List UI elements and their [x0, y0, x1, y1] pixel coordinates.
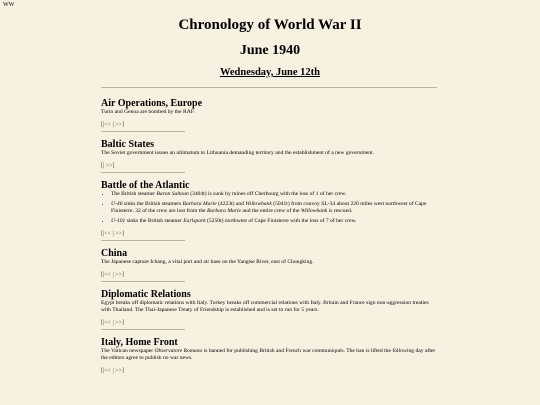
nav-bracket-open: [ [101, 320, 103, 326]
nav-separator: | [103, 163, 106, 169]
entry-section [101, 98, 437, 132]
italic-name: Willowbank [300, 208, 328, 214]
nav-prev-link[interactable]: |<< [103, 122, 111, 128]
entry-bullet-list [101, 191, 437, 225]
entry-text: Egypt breaks off diplomatic relations with Italy. Turkey breaks off commercial relations with Italy. Britain and France sign non-aggression treaties with Thailand. The Thai-Japanese Treaty of Friendship is established and is set to run for 5 years. [101, 300, 429, 313]
entry-title: Air Operations, Europe [101, 98, 203, 109]
nav-separator: | [110, 368, 116, 374]
text-run: The Vatican newspaper [101, 348, 155, 354]
nav-next-link[interactable]: >> [115, 320, 122, 326]
nav-next-link[interactable]: >> [115, 368, 122, 374]
nav-prev-link[interactable]: |<< [103, 272, 111, 278]
nav-bracket-close: ] [121, 272, 124, 278]
nav-bracket-close: ] [112, 163, 115, 169]
text-run: (5250t) northwest of Cape Finisterre with the loss of 7 of her crew. [205, 218, 357, 224]
entry-title: Battle of the Atlantic [101, 180, 190, 191]
nav-bracket-close: ] [121, 231, 124, 237]
entry-nav [101, 163, 437, 170]
entry-title: Italy, Home Front [101, 337, 178, 348]
entry-divider [101, 131, 185, 132]
header-divider [101, 87, 437, 88]
entry-section [101, 289, 437, 330]
entry-nav [101, 368, 437, 375]
entry-title: China [101, 248, 128, 259]
site-logo[interactable]: WW [3, 2, 15, 8]
date-heading: Wednesday, June 12th [219, 67, 321, 78]
nav-bracket-open: [ [101, 231, 103, 237]
page-title: Chronology of World War II [178, 17, 362, 33]
text-run: is banned for publishing British and French war communiqués. The ban is lifted the following day after the editors agree to publish no war news. [101, 348, 436, 361]
text-run: sinks the British steamer [125, 218, 184, 224]
nav-prev-link[interactable]: |<< [103, 231, 111, 237]
entry-bullet [111, 191, 437, 198]
entry-nav [101, 231, 437, 238]
nav-separator: | [110, 320, 116, 326]
text-run: is rescued. [327, 208, 353, 214]
entry-divider [101, 172, 185, 173]
entry-nav [101, 320, 437, 327]
month-heading: June 1940 [239, 43, 301, 58]
entry-text: Turin and Genoa are bombed by the RAF. [101, 109, 195, 115]
nav-bracket-open: [ [101, 368, 103, 374]
entry-nav [101, 272, 437, 279]
entry-section [101, 139, 437, 173]
italic-name: U-101 [111, 218, 126, 224]
entry-section [101, 248, 437, 282]
text-run: and the entire crew of the [241, 208, 301, 214]
nav-bracket-close: ] [121, 368, 124, 374]
text-run: (5041t) from convoy SL-34 about 220 miles west northwest of Cape Finisterre. 32 of the crew are lost from the [111, 201, 427, 214]
italic-name: U-46 [111, 201, 123, 207]
nav-next-link[interactable]: >> [115, 272, 122, 278]
entry-title: Diplomatic Relations [101, 289, 191, 300]
entry-divider [101, 329, 185, 330]
entry-nav [101, 122, 437, 129]
entry-bullet [111, 201, 437, 215]
text-run: (3404t) is sunk by mines off Cherbourg with the loss of 1 of her crew. [188, 191, 347, 197]
italic-name: Barbara Marie [182, 201, 217, 207]
nav-separator: | [110, 122, 116, 128]
nav-bracket-open: [ [101, 122, 103, 128]
nav-next-link[interactable]: >> [115, 231, 122, 237]
nav-next-link[interactable]: >> [105, 163, 113, 169]
italic-name: Barbara Marie [207, 208, 242, 214]
entry-text [101, 348, 437, 362]
entry-section [101, 180, 437, 241]
nav-bracket-open: [ [101, 272, 103, 278]
nav-separator: | [110, 231, 116, 237]
italic-name: Observatore Romano [154, 348, 203, 354]
entry-bullet [111, 218, 437, 225]
nav-next-link[interactable]: >> [115, 122, 122, 128]
nav-bracket-open: [ [101, 163, 103, 169]
text-run: The British steamer [111, 191, 157, 197]
text-run: sinks the British steamers [122, 201, 183, 207]
nav-bracket-close: ] [121, 320, 124, 326]
nav-prev-link[interactable]: |<< [103, 320, 111, 326]
text-run: (4223t) and [216, 201, 246, 207]
nav-bracket-close: ] [121, 122, 124, 128]
entry-title: Baltic States [101, 139, 155, 150]
entry-divider [101, 281, 185, 282]
nav-prev-link[interactable]: |<< [103, 368, 111, 374]
entry-divider [101, 240, 185, 241]
italic-name: Baron Saltoun [156, 191, 189, 197]
nav-separator: | [110, 272, 116, 278]
entry-section [101, 337, 437, 375]
entry-text: The Japanese capture Ichang, a vital port and air base on the Yangtse River, east of Chungking. [101, 259, 314, 265]
italic-name: Earlspark [183, 218, 206, 224]
entry-text: The Soviet government issues an ultimatum to Lithuania demanding territory and the establishment of a new government. [101, 150, 374, 156]
chronology-entries [101, 96, 437, 375]
italic-name: Willowbank [245, 201, 272, 207]
